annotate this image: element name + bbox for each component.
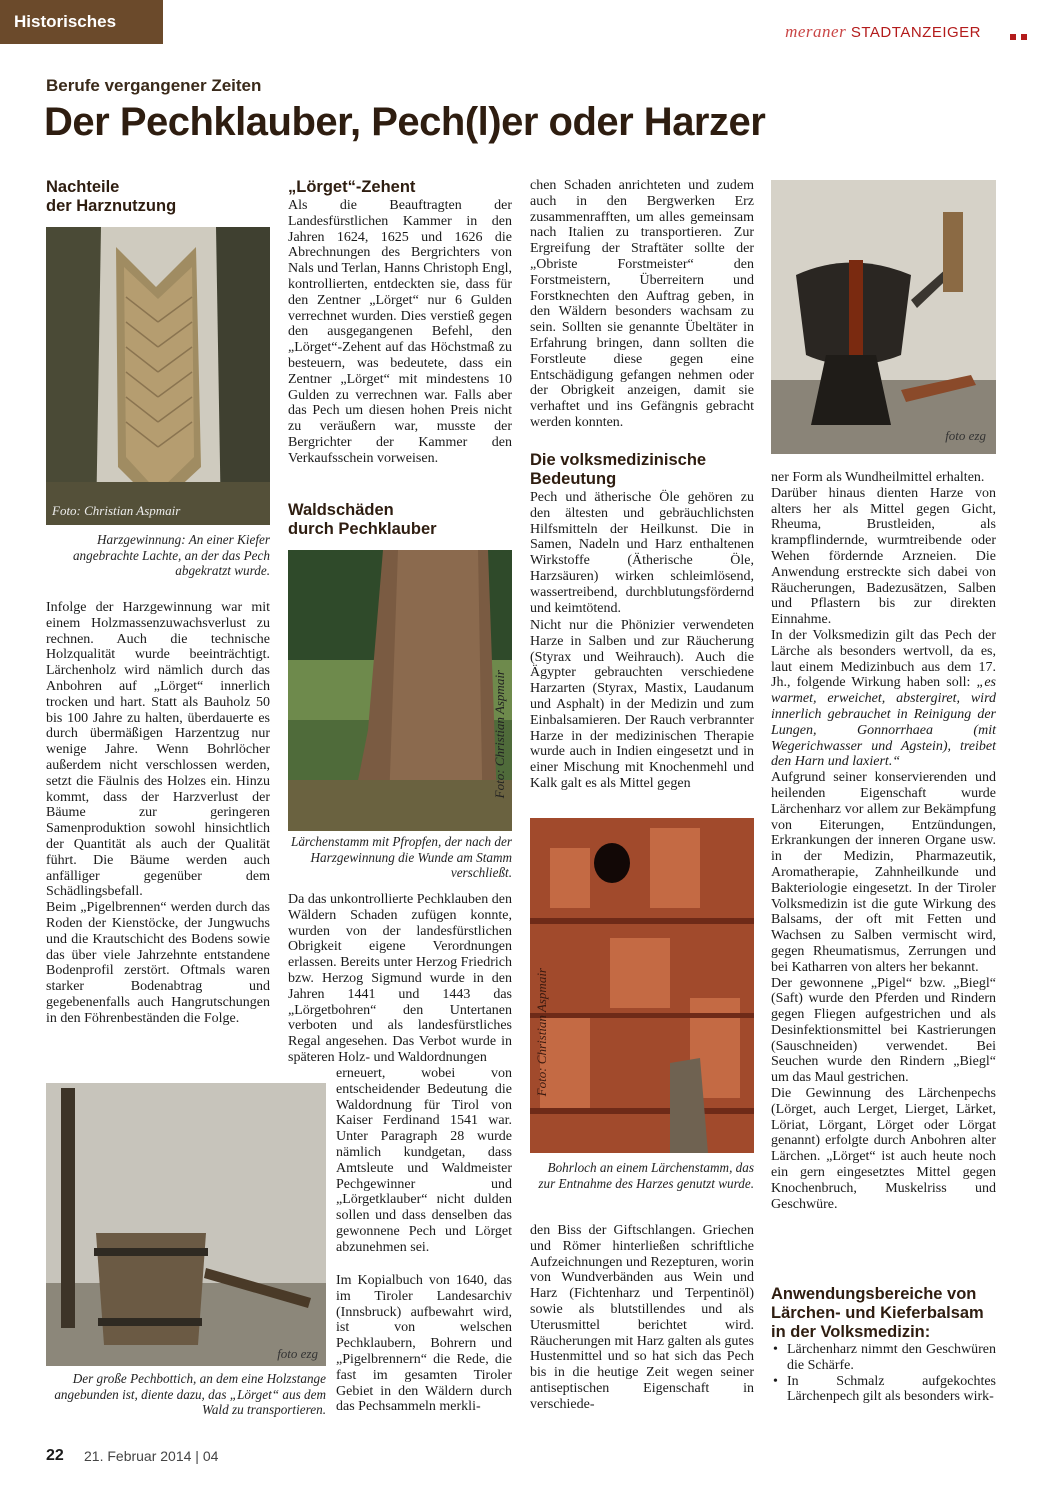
- paragraph: Die Gewinnung des Lärchenpechs (Lörget, auch Lerget, Lierget, Lärket, Löriat, Lörgant, Lörget oder Lörgat genannt) erfolgte durch Anbohren alter Lärchen. „Lörget“ ist auch heute noch ein gern eingesetztes Mittel gegen Knochenbruch, Muskelriss und Geschwüre.: [771, 1086, 996, 1212]
- masthead-dots: [1005, 27, 1027, 45]
- col2-heading: „Lörget“-Zehent: [288, 178, 416, 196]
- photo-pechbottich: [46, 1083, 326, 1366]
- photo-credit: foto ezg: [945, 428, 986, 443]
- col3-body-1: chen Schaden anrichteten und zudem auch in den Bergwerken Erz zusammenrafften, um alles gemeinsam nach Italien zu transportieren. Zur Ergreifung der Straftäter sollte der „Obriste Forstmeister“ den Forstmeistern, Überreitern und Forstknechten den Auftrag geben, in den Wäldern besonders wachsam zu sein. Sollten sie genannte Übeltäter in Erfahrung bringen, dann sollten die Forstleute diese gegen eine Entschädigung gefangen nehmen oder der Obrigkeit anzeigen, damit sie verhaftet und ins Gefängnis gebracht werden konnten.: [530, 178, 754, 430]
- col3-heading: Die volksmedizinische Bedeutung: [530, 451, 707, 488]
- photo-caption: Der große Pechbottich, an dem eine Holzstange angebunden ist, diente dazu, das „Lörget“ aus dem Wald zu transportieren.: [54, 1371, 326, 1417]
- paragraph: Infolge der Harzgewinnung war mit einem Holzmassenzuwachsverlust zu rechnen. Auch die technische Holzqualität wurde beeinträchtigt. Lärchenholz wird nämlich durch das Anbohren auf „Lörget“ innerlich trocken und hart. Statt als Bauholz 50 bis 100 Jahre zu halten, überdauerte es durch übermäßigen Harzentzug nur wenige Jahre. Wenn Bohrlöcher außerdem nicht verschlossen werden, setzt die Fäulnis des Holzes ein. Hinzu kommt, dass der Harzverlust der Bäume zur geringeren Samenproduktion sowohl hinsichtlich der Quantität als auch der Qualität führt. Die Bäume werden auch anfälliger gegenüber dem Schädlingsbefall.: [46, 600, 270, 900]
- col3-body-3: Nicht nur die Phönizier verwendeten Harze in Salben und zur Räucherung (Styrax und Weihrauch). Auch die Ägypter gebrauchten verschiedene Harzarten (Styrax, Mastix, Laudanum und Asphalt) in der Medizin und zum Einbalsamieren. Der Rauch verbrannter Harze in der medizinischen Therapie wurde auch in Indien eingesetzt und in einer Mischung mit Knochenmehl und Kalk galt es als Mittel gegen: [530, 618, 754, 791]
- larch-photo-illustration: [288, 550, 512, 831]
- tree-photo-illustration: [46, 227, 270, 525]
- bucket-photo-illustration: [46, 1083, 326, 1366]
- photo-kiefer-lachte: [46, 227, 270, 525]
- page-number: 22: [46, 1447, 64, 1464]
- col2-body-2b: erneuert, wobei von entscheidender Bedeutung die Waldordnung für Tirol von Kaiser Ferdinand 1541 war. Unter Paragraph 28 wurde nämlich kundgetan, dass Amtsleute und Waldmeister Pechgewinner und „Lörgetklauber“ nicht dulden sollen und dass denselben das gewonnene Pech und Lörget abzunehmen sei.: [336, 1066, 512, 1255]
- paragraph: Beim „Pigelbrennen“ werden durch das Roden der Kienstöcke, der Jungwuchs und die Krautschicht des Bodens sowie das über viele Jahrzehnte entstandene Bodenprofil zerstört. Oftmals waren starker Bodenabtrag und gegebenenfalls auch Hangrutschungen in den Föhrenbeständen die Folge.: [46, 900, 270, 1026]
- photo-caption: Harzgewinnung: An einer Kiefer angebrachte Lachte, an der das Pech abgekratzt wurde.: [72, 532, 270, 578]
- pot-photo-illustration: [771, 180, 996, 454]
- masthead-part2: STADTANZEIGER: [850, 24, 981, 41]
- col2-heading-2: Waldschäden durch Pechklauber: [288, 501, 437, 538]
- list-item: • In Schmalz aufgekochtes Lärchenpech gilt als besonders wirk-: [771, 1374, 996, 1406]
- photo-bohrloch: [530, 818, 754, 1153]
- kicker: Berufe vergangener Zeiten: [46, 76, 262, 95]
- section-tag: Historisches: [0, 0, 163, 44]
- col3-body-4: den Biss der Giftschlangen. Griechen und Römer hinterließen schriftliche Aufzeichnungen und Rezepturen, worin von Wundverbänden aus Wein und Harz (Fichtenharz und Terpentinöl) sowie als blutstillendes und als Uterusmittel berichtet wird. Räucherungen mit Harz galten als gutes Hustenmittel und so hat sich das Pech bis in die heutige Zeit wegen seiner antiseptischen Eigenschaft in verschiede-: [530, 1223, 754, 1412]
- paragraph: In der Volksmedizin gilt das Pech der Lärche als besonders wertvoll, da es, laut einem Medizinbuch aus dem 17. Jh., folgende Wirkung haben soll: „es warmet, erweichet, abstergiret, wird innerlich gebrauchet in Reinigung der Lungen, Gonnorrhaea (mit Wegerichwasser und Agstein), treibet den Harn und laxiert.“: [771, 627, 996, 770]
- list-item: • Lärchenharz nimmt den Geschwüren die Schärfe.: [771, 1342, 996, 1374]
- paragraph: Der gewonnene „Pigel“ bzw. „Biegl“ (Saft) wurde den Pferden und Rindern gegen Fliegen aufgestrichen und als Desinfektionsmittel bei Kastrierungen (Sauschneiden) verwendet. Bei Seuchen wurde den Rindern „Biegl“ um das Maul gestrichen.: [771, 975, 996, 1086]
- photo-caption: Bohrloch an einem Lärchenstamm, das zur Entnahme des Harzes genutzt wurde.: [538, 1160, 754, 1191]
- photo-credit: Foto: Christian Aspmair: [534, 968, 549, 1097]
- masthead-logo: [785, 22, 981, 42]
- issue-date: 21. Februar 2014 | 04: [84, 1448, 219, 1464]
- masthead-part1: meraner: [785, 22, 847, 41]
- paragraph: Aufgrund seiner konservierenden und heilenden Eigenschaft wurde Lärchenharz vor allem zur Bekämpfung von Eiterungen, Entzündungen, Erkrankungen der inneren Organe usw. in der Medizin, Pharmazeutik, Aromatherapie, Zahnheilkunde und Bakteriologie eingesetzt. In der Tiroler Volksmedizin ist die gute Wirkung des Balsams, der oft mit Fetten und Wachsen zu Salben vermischt wird, gegen Rheumatismus, Zerrungen und bei Katharren von alters her bekannt.: [771, 770, 996, 975]
- paragraph: ner Form als Wundheilmittel erhalten.: [771, 470, 985, 485]
- photo-credit: Foto: Christian Aspmair: [52, 503, 181, 518]
- col2-body-3: Im Kopialbuch von 1640, das im Tiroler Landesarchiv (Innsbruck) aufbewahrt wird, ist von welschen Pechklaubern, Bohrern und „Pigelbrennern“ die Rede, die fast im gesamten Tiroler Gebiet in den Wäldern durch das Pechsammeln merkli-: [336, 1273, 512, 1415]
- photo-pechpfanne: [771, 180, 996, 454]
- col3-body-2: Pech und ätherische Öle gehören zu den ältesten und gebräuchlichsten Hilfsmitteln der Heilkunst. Die in Samen, Nadeln und Harz enthaltenen Wirkstoffe (Ätherische Öle, Harzsäuren) wirken schleimlösend, wassertreibend, durchblutungsfördernd und keimtötend.: [530, 490, 754, 616]
- box-heading: Anwendungsbereiche von Lärchen- und Kieferbalsam in der Volksmedizin:: [771, 1285, 984, 1341]
- quote: „es warmet, erweichet, abstergiret, wird innerlich gebrauchet in Reinigung der Lungen, Gonnorrhaea (mit Wegerichwasser und Agstein), treibet den Harn und laxiert.“: [771, 675, 996, 770]
- bark-photo-illustration: [530, 818, 754, 1153]
- photo-caption: Lärchenstamm mit Pfropfen, der nach der Harzgewinnung die Wunde am Stamm verschließt.: [291, 834, 512, 880]
- col4-body: [771, 470, 996, 1212]
- col1-heading: Nachteile der Harznutzung: [46, 178, 177, 215]
- col2-body-2a: Da das unkontrollierte Pechklauben den Wäldern Schaden zufügen konnte, wurden von der landesfürstlichen Obrigkeit eigene Verordnungen erlassen. Bereits unter Herzog Friedrich bzw. Herzog Sigmund wurde in den Jahren 1441 und 1443 das „Lörgetbohren“ den Untertanen verboten und als landesfürstliches Regal angesehen. Das Verbot wurde in späteren Holz- und Waldordnungen: [288, 892, 512, 1065]
- photo-credit: foto ezg: [277, 1346, 318, 1361]
- photo-laerchenstamm-pfropfen: [288, 550, 512, 831]
- box-list: [771, 1342, 996, 1405]
- col1-body: [46, 600, 270, 1027]
- col2-body-1: Als die Beauftragten der Landesfürstlichen Kammer in den Jahren 1624, 1625 und 1626 die Abrechnungen des Bergrichters von Nals und Terlan, Hanns Christoph Engl, kontrollierten, entdeckten sie, dass für den Zentner „Lörget“ nur 6 Gulden verrechnet wurden. Dies verstieß gegen den ausgegangenen Befehl, den „Lörget“-Zehent auf das Höchstmaß zu besteuern, was bedeutete, dass ein Zentner „Lörget“ mit mindestens 10 Gulden zu verrechnen war. Falls aber das Pech um diesen hohen Preis nicht zu veräußern war, musste der Bergrichter der Kammer den Verkaufsschein vorweisen.: [288, 198, 512, 466]
- photo-credit: Foto: Christian Aspmair: [492, 670, 507, 799]
- paragraph: Darüber hinaus dienten Harze von alters her als Mittel gegen Gicht, Rheuma, Brustleiden, als krampflindernde, wurmtreibende oder Wehen fördernde Arzneien. Die Anwendung erstreckte sich dabei von Räucherungen, Badezusätzen, Salben und Pflastern bis zur direkten Einnahme.: [771, 485, 996, 628]
- page-title: Der Pechklauber, Pech(l)er oder Harzer: [44, 100, 766, 144]
